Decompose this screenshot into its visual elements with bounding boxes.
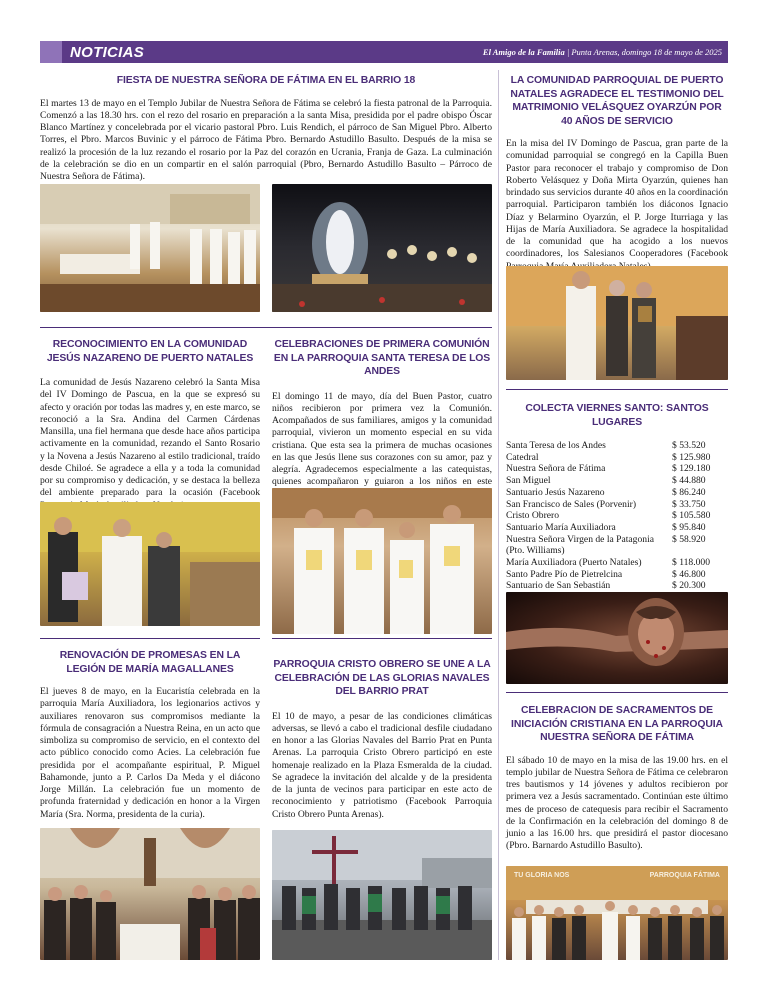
colecta-amount: $ 86.240 [672, 486, 706, 498]
photo-legion [40, 828, 260, 960]
legion-illustration [40, 828, 260, 960]
colecta-row [506, 534, 728, 557]
photo-natales-matrimonio [506, 266, 728, 380]
article-body: El jueves 8 de mayo, en la Eucaristía celebrada en la parroquia María Auxiliadora, los legionarios activos y auxiliares renovaron sus compromisos mediante la fórmula de consagración a Nuestra Reina, en un acto que simboliza su compromiso de servicio, en el contexto del acto público conocido como Acies. La celebración fue presidida por el acompañante espiritual, P. Miguel Bahamonde, junto a P. Carlos Da Meda y el diácono Jorge Millán. La celebración fue un momento de profunda fraternidad y dedicación en honor a la Virgen María (Sra. Norma, presidenta de la curia). [40, 686, 260, 820]
colecta-row [506, 557, 728, 569]
header-accent [40, 41, 62, 63]
crucifix-illustration [506, 592, 728, 684]
banner-left: TU GLORIA NOS [514, 872, 570, 879]
article-legion [40, 649, 260, 821]
colecta-parish: San Francisco de Sales (Porvenir) [506, 498, 637, 510]
colecta-amount: $ 125.980 [672, 451, 711, 463]
article-title: CELEBRACIONES DE PRIMERA COMUNIÓN EN LA PARROQUIA SANTA TERESA DE LOS ANDES [273, 339, 491, 378]
recognition-illustration [40, 502, 260, 626]
colecta-parish: Nuestra Señora de Fátima [506, 463, 606, 475]
altar-illustration [40, 184, 260, 312]
article-title: FIESTA DE NUESTRA SEÑORA DE FÁTIMA EN EL BARRIO 18 [116, 75, 416, 86]
divider [272, 638, 492, 639]
ceremony-illustration [506, 266, 728, 380]
photo-cristo-obrero [272, 830, 492, 960]
divider [40, 638, 260, 639]
colecta-amount: $ 95.840 [672, 521, 706, 533]
colecta-parish: Santuario de San Sebastián [506, 580, 611, 592]
banner-right: PARROQUIA FÁTIMA [649, 872, 720, 879]
divider [40, 327, 492, 328]
photo-fatima-procession [272, 184, 492, 312]
column-divider [498, 70, 499, 960]
procession-illustration [272, 184, 492, 312]
article-cristo-obrero [272, 658, 492, 821]
colecta-parish: María Auxiliadora (Puerto Natales) [506, 557, 642, 569]
colecta-row [506, 452, 728, 464]
colecta-amount: $ 129.180 [672, 463, 711, 475]
colecta-row [506, 510, 728, 522]
sacraments-illustration [506, 866, 728, 960]
colecta-row [506, 522, 728, 534]
parade-illustration [272, 830, 492, 960]
colecta-amount: $ 46.800 [672, 568, 706, 580]
colecta-row [506, 580, 728, 592]
article-body: El 10 de mayo, a pesar de las condiciones climáticas adversas, se llevó a cabo el tradicional desfile ciudadano en honor a las Glorias Navales del Barrio Prat en Punta Arenas. La parroquia Cristo Obrero participó en este homenaje realizado en la Plaza Esmeralda de la ciudad. Se agradece la invitación del alcalde y de la presidenta de la junta de vecinos para participar en este acto de reconocimiento y patriotismo (Facebook Parroquia Cristo Obrero Punta Arenas). [272, 710, 492, 820]
article-fatima [40, 74, 492, 183]
colecta-amount: $ 44.880 [672, 475, 706, 487]
colecta-row [506, 440, 728, 452]
article-title: RENOVACIÓN DE PROMESAS EN LA LEGIÓN DE MARÍA MAGALLANES [59, 650, 241, 675]
colecta-row [506, 475, 728, 487]
colecta-row [506, 463, 728, 475]
colecta-row [506, 569, 728, 581]
article-title: COLECTA VIERNES SANTO: SANTOS LUGARES [525, 403, 709, 428]
photo-primera-comunion [272, 488, 492, 634]
article-title: PARROQUIA CRISTO OBRERO SE UNE A LA CELEBRACIÓN DE LAS GLORIAS NAVALES DEL BARRIO PRAT [273, 659, 491, 698]
divider [506, 692, 728, 693]
colecta-parish: Cristo Obrero [506, 510, 560, 522]
article-title: RECONOCIMIENTO EN LA COMUNIDAD JESÚS NAZARENO DE PUERTO NATALES [46, 339, 254, 364]
colecta-amount: $ 33.750 [672, 498, 706, 510]
colecta-table [506, 440, 728, 604]
article-sacramentos [506, 704, 728, 853]
photo-jesus-nazareno [40, 502, 260, 626]
section-title: NOTICIAS [70, 43, 145, 61]
article-body: El sábado 10 de mayo en la misa de las 19.00 hrs. en el templo jubilar de Nuestra Señora de Fátima ce celebraron tres bautismos y 14 jóvenes y adultos recibieron por primera vez a Jesús sacramentado. Continúan este último mes de proceso de catequesis para recibir el Sacramento de la Confirmación en la celebración del domingo 8 de junio a las 16.00 hrs. que presidirá el pastor diocesano (Pbro. Barnardo Astudillo Basulto). [506, 754, 728, 852]
colecta-parish: Santuario María Auxiliadora [506, 521, 616, 533]
article-body: En la misa del IV Domingo de Pascua, gran parte de la comunidad parroquial se congregó en la Capilla Buen Pastor para reconocer el trabajo y compromiso de Don Roberto Velásquez y Doña Mirta Oyarzún, quienes han brindado sus servicios durante 40 años en la coordinación parroquial. Participaron también los diáconos Ignacio Díaz y Belarmino Oyarzún, el P. Jorge Iturriaga y las Hijas de María Auxiliadora. Se agradece la hospitalidad de la comunidad que ha acogido a los nuevos coordinadores, los Salesianos Cooperadores (Facebook [506, 138, 728, 260]
issue-info: El Amigo de la Familia | Punta Arenas, domingo 18 de mayo de 2025 [482, 47, 722, 57]
colecta-parish: Catedral [506, 451, 539, 463]
article-colecta [506, 402, 728, 604]
article-body: La comunidad de Jesús Nazareno celebró la Santa Misa del IV Domingo de Pascua, en la que se expresó su afecto y oración por todas las madres y, en este marco, se reconoció a la Sra. Andina del Carmen Cárdenas Mansilla, una fiel hermana que desde hace años participa activamente en la comunidad, rezando el Santo Rosario y la Novena a Jesús Nazareno al estilo tradicional, traído desde Chiloé. Se agradece a ella y a toda la comunidad por su compromiso y dedicación, y se destaca la belleza del ambiente preparado para la ocasión (Facebook [40, 377, 260, 499]
photo-sacramentos [506, 866, 728, 960]
colecta-parish: Santuario Jesús Nazareno [506, 486, 605, 498]
colecta-parish: San Miguel [506, 475, 551, 487]
colecta-row [506, 487, 728, 499]
article-natales-matrimonio [506, 74, 728, 273]
article-body: El domingo 11 de mayo, día del Buen Pastor, cuatro niños recibieron por primera vez la Comunión. Acompañados de sus familiares, amigos y la comunidad parroquial, vivieron un momento especial en su vida cristiana. Que esta sea la primera de muchas ocasiones en las que Jesús llene sus corazones con su amor, paz y alegría. Agradecemos especialmente a las catequistas, quienes acompañaron y guiaron a los niños en este [272, 390, 492, 488]
article-title: CELEBRACION DE SACRAMENTOS DE INICIACIÓN CRISTIANA EN LA PARROQUIA NUESTRA SEÑORA DE FÁTIMA [511, 705, 723, 744]
article-title: LA COMUNIDAD PARROQUIAL DE PUERTO NATALES AGRADECE EL TESTIMONIO DEL MATRIMONIO VELÁSQUEZ OYARZÚN POR 40 AÑOS DE SERVICIO [510, 75, 724, 127]
colecta-amount: $ 53.520 [672, 440, 706, 452]
colecta-amount: $ 118.000 [672, 557, 711, 569]
article-body: El martes 13 de mayo en el Templo Jubilar de Nuestra Señora de Fátima se celebró la fiesta patronal de la Parroquia. Comenzó a las 18.30 hrs. con el rezo del rosario en preparación a la santa Misa, presidida por el padre obispo Óscar Blanco Martínez y concelebrada por el vicario pastoral Pbro. Luis Rendich, el párroco de San Miguel Pbro. Alberto Torres, el Pbro. Marcos Buvinic y el párroco de Fátima Pbro. Bernardo Astudillo Basulto. Después de la misa se realizó la procesión de la luz rezando el rosario por la Paz del corazón en Ucrania, Franja de Gaza. La culminación de la celebración se dio en un compartir en el salón parroquial (Pbro, Bernardo Astudillo Basulto – Párroco de Nuestra Señora de Fátima). [40, 97, 492, 183]
photo-crucifix [506, 592, 728, 684]
section-header [40, 41, 728, 63]
colecta-amount: $ 20.300 [672, 580, 706, 592]
article-primera-comunion [272, 338, 492, 513]
article-jesus-nazareno [40, 338, 260, 512]
divider [506, 389, 728, 390]
colecta-parish: Santa Teresa de los Andes [506, 440, 606, 452]
colecta-amount: $ 58.920 [672, 533, 706, 545]
communion-illustration [272, 488, 492, 634]
photo-fatima-mass [40, 184, 260, 312]
colecta-row [506, 499, 728, 511]
colecta-parish: Nuestra Señora Virgen de la Patagonia (Pto. Williams) [506, 533, 654, 557]
colecta-amount: $ 105.580 [672, 510, 711, 522]
colecta-parish: Santo Padre Pío de Pietrelcina [506, 568, 623, 580]
